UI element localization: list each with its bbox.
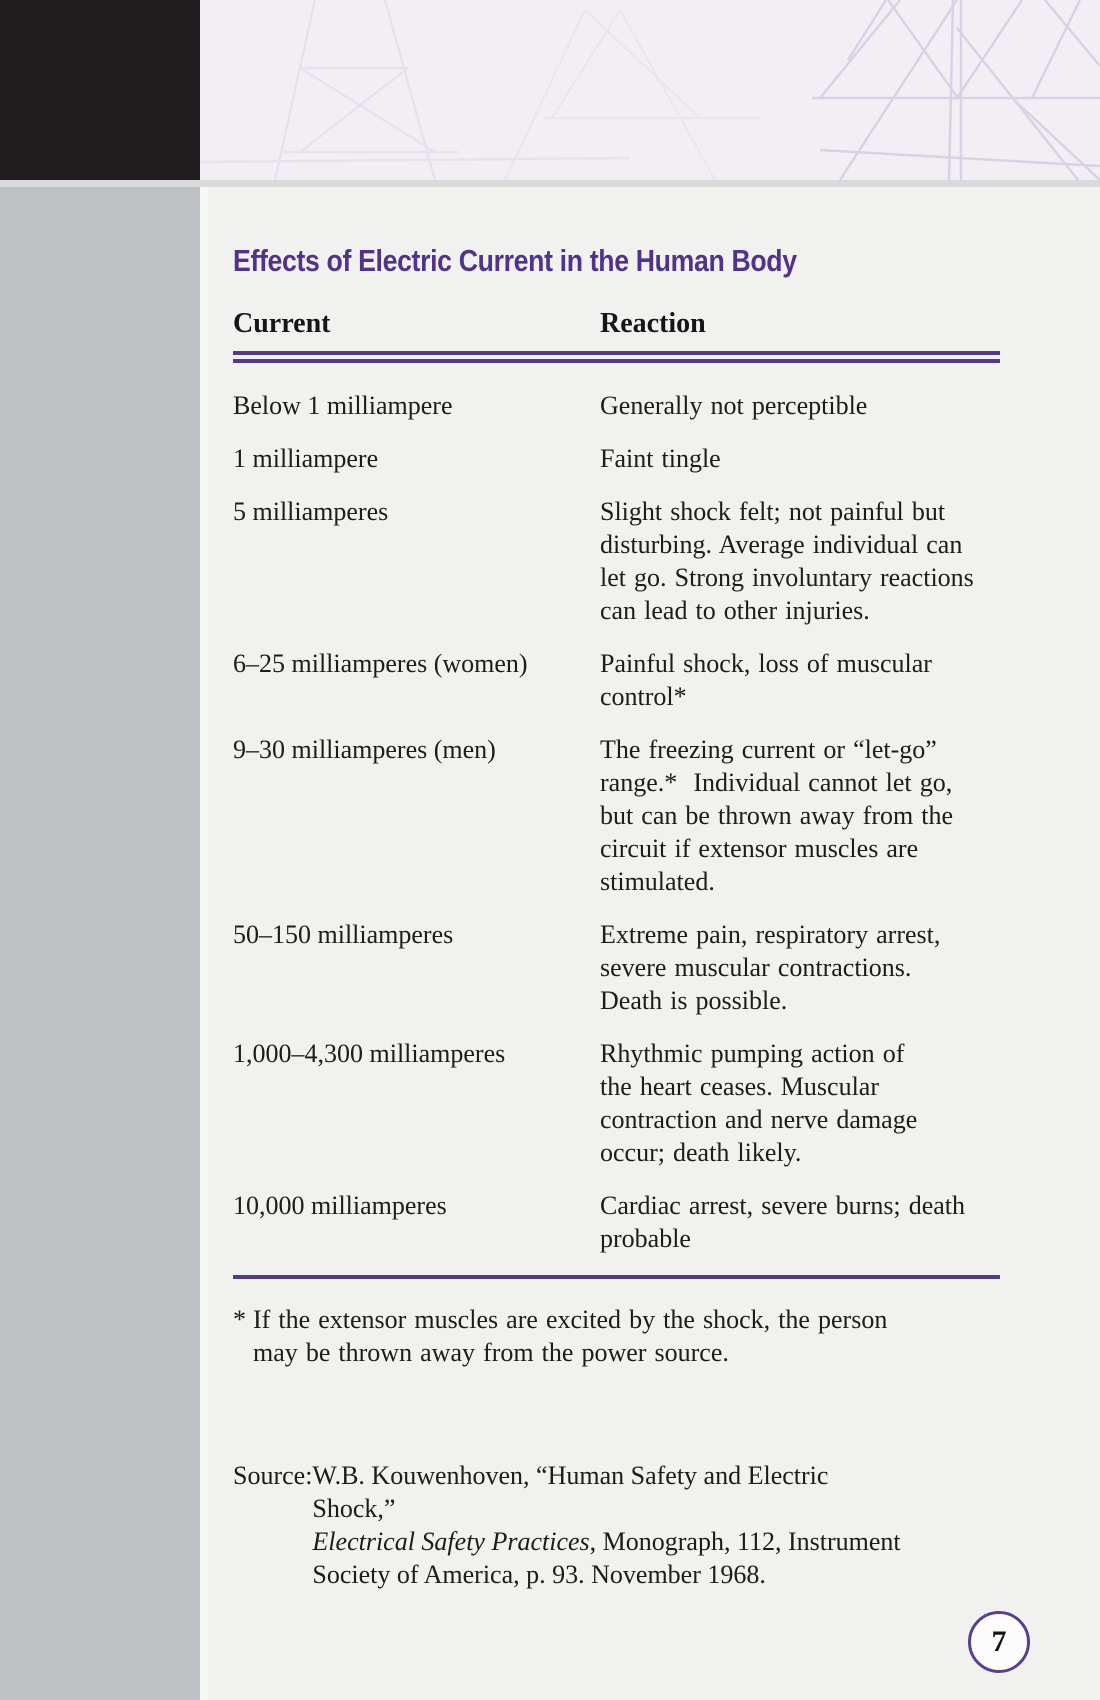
source-citation bbox=[233, 1459, 1000, 1591]
reaction-line: circuit if extensor muscles are bbox=[600, 834, 919, 863]
reaction-line: range.* Individual cannot let go, bbox=[600, 768, 953, 797]
reaction-cell bbox=[600, 389, 1000, 422]
table-row bbox=[233, 442, 1000, 475]
left-gray-sidebar bbox=[0, 187, 200, 1700]
reaction-line: the heart ceases. Muscular bbox=[600, 1072, 880, 1101]
reaction-line: can lead to other injuries. bbox=[600, 596, 870, 625]
source-label: Source: bbox=[233, 1461, 313, 1490]
page-content bbox=[208, 187, 1100, 1700]
reaction-line: but can be thrown away from the bbox=[600, 801, 954, 830]
banner-bottom-divider bbox=[0, 180, 1100, 187]
source-line: W.B. Kouwenhoven, “Human Safety and Electric Shock,” bbox=[312, 1461, 829, 1523]
reaction-line: Painful shock, loss of muscular bbox=[600, 649, 932, 678]
source-line: Electrical Safety Practices, Monograph, 112, Instrument bbox=[312, 1527, 901, 1556]
cover-black-block bbox=[0, 0, 200, 180]
reaction-cell bbox=[600, 647, 1000, 713]
reaction-line: contraction and nerve damage bbox=[600, 1105, 918, 1134]
reaction-line: Slight shock felt; not painful but bbox=[600, 497, 946, 526]
reaction-line: Cardiac arrest, severe burns; death bbox=[600, 1191, 966, 1220]
table-row bbox=[233, 918, 1000, 1017]
reaction-line: Generally not perceptible bbox=[600, 391, 868, 420]
current-cell: 50–150 milliamperes bbox=[233, 920, 454, 949]
transmission-tower-art bbox=[200, 0, 1100, 180]
footnote bbox=[233, 1303, 923, 1369]
reaction-line: let go. Strong involuntary reactions bbox=[600, 563, 974, 592]
reaction-cell bbox=[600, 442, 1000, 475]
reaction-line: stimulated. bbox=[600, 867, 715, 896]
reaction-cell bbox=[600, 495, 1000, 627]
reaction-line: disturbing. Average individual can bbox=[600, 530, 963, 559]
current-cell: 6–25 milliamperes (women) bbox=[233, 649, 528, 678]
reaction-line: Faint tingle bbox=[600, 444, 721, 473]
header-double-rule bbox=[233, 351, 1000, 363]
page-title: Effects of Electric Current in the Human Body bbox=[233, 243, 797, 278]
current-cell: 5 milliamperes bbox=[233, 497, 389, 526]
current-cell: Below 1 milliampere bbox=[233, 391, 453, 420]
current-cell: 1 milliampere bbox=[233, 444, 379, 473]
footnote-asterisk: * bbox=[233, 1305, 246, 1334]
reaction-line: control* bbox=[600, 682, 687, 711]
reaction-line: probable bbox=[600, 1224, 691, 1253]
table-body bbox=[233, 389, 1000, 1255]
current-cell: 1,000–4,300 milliamperes bbox=[233, 1039, 506, 1068]
reaction-cell bbox=[600, 1189, 1000, 1255]
page-number-badge bbox=[968, 1611, 1030, 1673]
reaction-line: severe muscular contractions. bbox=[600, 953, 912, 982]
table-row bbox=[233, 495, 1000, 627]
table-row bbox=[233, 1037, 1000, 1169]
reaction-cell bbox=[600, 733, 1000, 898]
reaction-line: Death is possible. bbox=[600, 986, 788, 1015]
reaction-cell bbox=[600, 918, 1000, 1017]
reaction-line: occur; death likely. bbox=[600, 1138, 802, 1167]
header-banner bbox=[200, 0, 1100, 180]
current-column-header: Current bbox=[233, 308, 331, 339]
reaction-cell bbox=[600, 1037, 1000, 1169]
table-row bbox=[233, 1189, 1000, 1255]
reaction-line: Extreme pain, respiratory arrest, bbox=[600, 920, 941, 949]
footnote-line: If the extensor muscles are excited by the shock, the person bbox=[253, 1305, 888, 1334]
page-number: 7 bbox=[991, 1625, 1007, 1658]
sidebar-content-gap bbox=[200, 187, 208, 1700]
footnote-line: may be thrown away from the power source. bbox=[253, 1338, 729, 1367]
footnote-text bbox=[253, 1303, 923, 1369]
table-row bbox=[233, 647, 1000, 713]
current-cell: 10,000 milliamperes bbox=[233, 1191, 447, 1220]
current-cell: 9–30 milliamperes (men) bbox=[233, 735, 496, 764]
reaction-line: The freezing current or “let-go” bbox=[600, 735, 937, 764]
reaction-column-header: Reaction bbox=[600, 308, 706, 339]
source-work-title: Electrical Safety Practices bbox=[312, 1527, 590, 1556]
table-row bbox=[233, 389, 1000, 422]
reaction-line: Rhythmic pumping action of bbox=[600, 1039, 905, 1068]
source-text bbox=[312, 1459, 912, 1591]
table-header-row bbox=[233, 307, 1000, 341]
table-row bbox=[233, 733, 1000, 898]
source-line: Society of America, p. 93. November 1968. bbox=[312, 1560, 766, 1589]
footnote-divider-rule bbox=[233, 1275, 1000, 1279]
